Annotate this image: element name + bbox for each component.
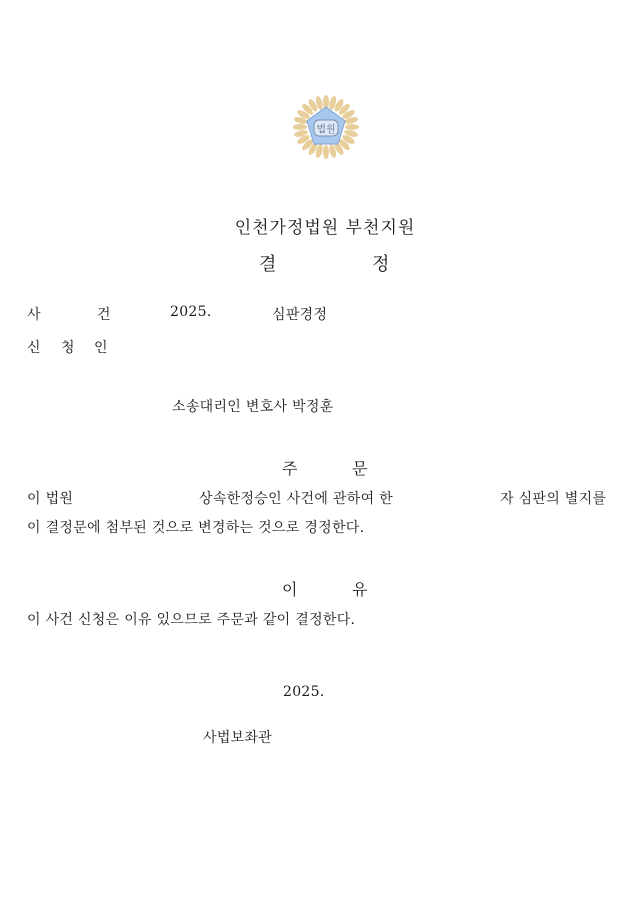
order-line1-part2: 상속한정승인 사건에 관하여 한 [199,491,393,507]
applicant-label-part3: 인 [94,340,108,356]
reason-line1: 이 사건 신청은 이유 있으므로 주문과 같이 결정한다. [27,612,356,628]
judicial-officer: 사법보좌관 [203,730,273,746]
decision-date: 2025. [283,684,325,700]
seal-petal [345,124,359,130]
case-type: 심판경정 [272,307,328,323]
applicant-label-part2: 청 [61,340,75,356]
court-seal-emblem [289,92,363,162]
case-label-part1: 사 [27,307,41,323]
seal-petal [323,145,329,159]
order-line2: 이 결정문에 첨부된 것으로 변경하는 것으로 경정한다. [27,520,365,536]
document-title-left: 결 [259,254,277,275]
order-line1-part1: 이 법원 [27,491,74,507]
seal-text: 법원 [316,124,336,136]
order-line1-part3: 자 심판의 별지를 [500,491,607,507]
reason-heading-right: 유 [352,580,368,599]
order-heading-left: 주 [282,459,298,478]
order-heading-right: 문 [352,459,368,478]
case-label-part2: 건 [97,307,111,323]
legal-representative: 소송대리인 변호사 박정훈 [172,399,334,415]
applicant-label-part1: 신 [27,340,41,356]
court-seal-icon [289,92,363,162]
court-name: 인천가정법원 부천지원 [234,218,416,238]
document-title-right: 정 [372,254,390,275]
case-number: 2025. [170,304,212,320]
seal-petal [293,124,307,130]
reason-heading-left: 이 [282,580,298,599]
